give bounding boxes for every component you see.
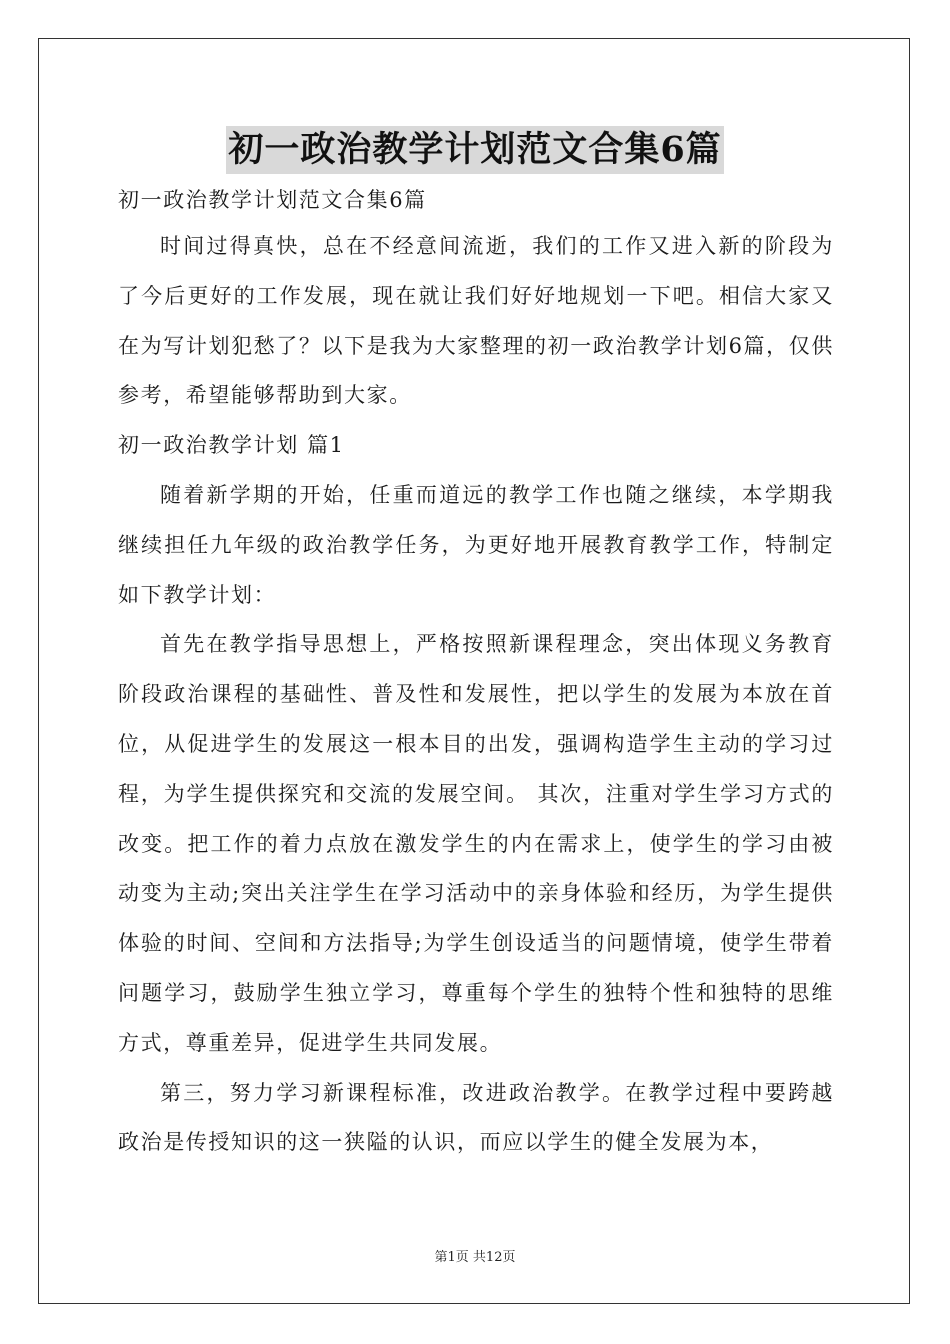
page-footer: 第1页 共12页: [434, 1250, 516, 1265]
document-subtitle: 初一政治教学计划范文合集6篇: [118, 188, 427, 212]
section-heading-1: 初一政治教学计划 篇1: [118, 433, 345, 458]
section1-paragraph: 随着新学期的开始，任重而道远的教学工作也随之继续，本学期我继续担任九年级的政治教学任务，为更好地开展教育教学工作，特制定如下教学计划：: [118, 482, 834, 607]
section1-paragraph: 第三，努力学习新课程标准，改进政治教学。在教学过程中要跨越政治是传授知识的这一狭隘的认识，而应以学生的健全发展为本，: [118, 1080, 834, 1155]
document-body: [118, 178, 834, 1168]
intro-paragraph: 时间过得真快，总在不经意间流逝，我们的工作又进入新的阶段为了今后更好的工作发展，现在就让我们好好地规划一下吧。相信大家又在为写计划犯愁了？以下是我为大家整理的初一政治教学计划6篇，仅供参考，希望能够帮助到大家。: [118, 234, 834, 408]
title-container: [0, 126, 950, 174]
document-title: 初一政治教学计划范文合集6篇: [226, 126, 723, 174]
section1-paragraph: 首先在教学指导思想上，严格按照新课程理念，突出体现义务教育阶段政治课程的基础性、普及性和发展性，把以学生的发展为本放在首位，从促进学生的发展这一根本目的出发，强调构造学生主动的学习过程，为学生提供探究和交流的发展空间。 其次，注重对学生学习方式的改变。把工作的着力点放在激发学生的内在需求上，使学生的学习由被动变为主动;突出关注学生在学习活动中的亲身体验和经历，为学生提供体验的时间、空间和方法指导;为学生创设适当的问题情境，使学生带着问题学习，鼓励学生独立学习，尊重每个学生的独特个性和独特的思维方式，尊重差异，促进学生共同发展。: [118, 632, 834, 1055]
